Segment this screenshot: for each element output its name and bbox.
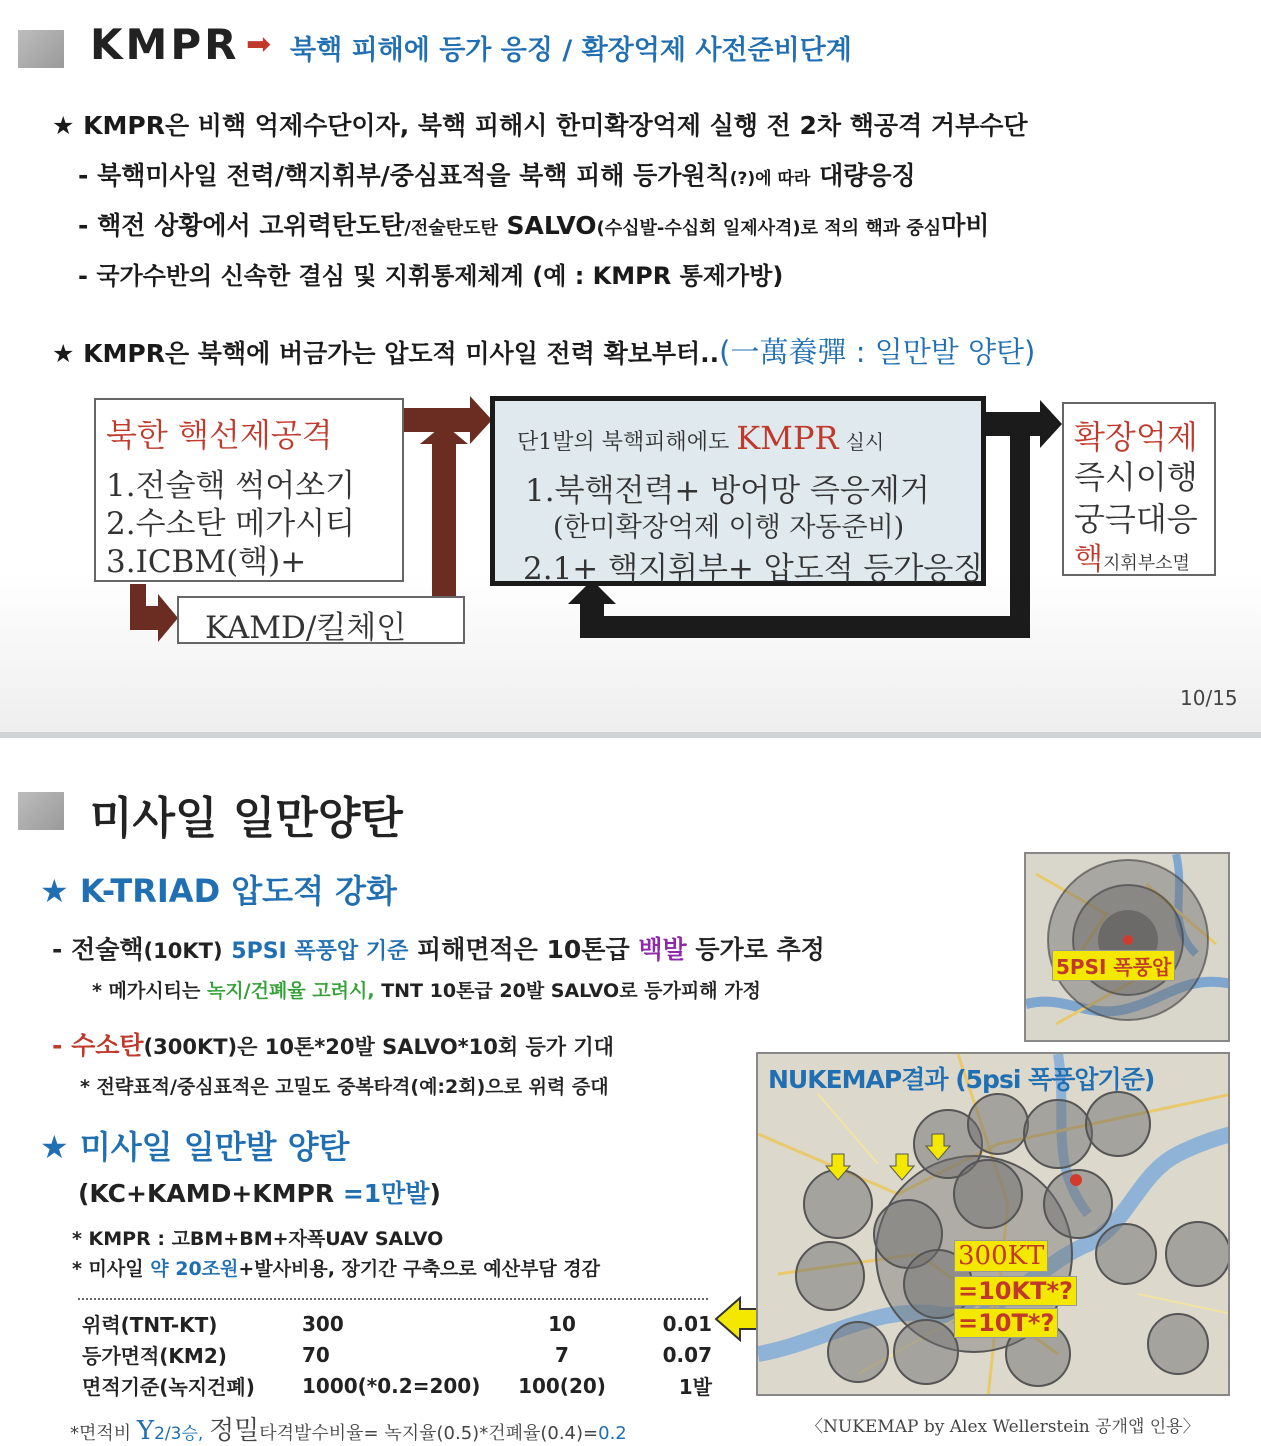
table-cell: 위력(TNT-KT)	[82, 1313, 218, 1337]
arrow-kamd-up	[420, 424, 468, 618]
box-left-title: 북한 핵선제공격	[106, 416, 333, 454]
box-left-item: 3.ICBM(핵)+	[106, 544, 307, 580]
note-kmpr-composition: * KMPR : 고BM+BM+자폭UAV SALVO	[72, 1228, 444, 1250]
note-cost: * 미사일 약 20조원+발사비용, 장기간 구축으로 예산부담 경감	[72, 1258, 600, 1280]
table-cell: 70	[302, 1342, 330, 1367]
table-cell: 10	[548, 1311, 576, 1336]
sub-bullet-retaliation: - 북핵미사일 전력/핵지휘부/중심표적을 북핵 피해 등가원칙(?)에 따라 대량응징	[78, 161, 916, 190]
title-marker	[18, 792, 64, 830]
note-megacity: * 메가시티는 녹지/건폐율 고려시, TNT 10톤급 20발 SALVO로 등가피해 가정	[92, 980, 761, 1002]
map-large-graphic	[758, 1054, 1230, 1396]
heading-ktriad: ★ K-TRIAD 압도적 강화	[40, 872, 397, 910]
box-center-line: 2.1+ 핵지휘부+ 압도적 등가응징	[523, 551, 984, 587]
box-center-line: (한미확장억제 이행 자동준비)	[553, 512, 905, 543]
box-right-line: 즉시이행	[1074, 458, 1198, 496]
box-left-item: 1.전술핵 썩어쏘기	[106, 468, 356, 504]
note-strategic-targets: * 전략표적/중심표적은 고밀도 중복타격(예:2회)으로 위력 증대	[80, 1076, 609, 1098]
map-large-nukemap	[756, 1052, 1230, 1396]
map-label-10kt: =10KT*?	[954, 1276, 1077, 1306]
title-marker	[18, 30, 64, 68]
box-right-line: 핵지휘부소멸	[1074, 542, 1190, 577]
table-cell: 1발	[678, 1375, 712, 1399]
box-center-title: 단1발의 북핵피해에도 KMPR 실시	[517, 419, 885, 457]
box-kamd-killchain	[177, 596, 465, 644]
table-cell: 300	[302, 1311, 344, 1336]
line-hydrogen-bomb: - 수소탄(300KT)은 10톤*20발 SALVO*10회 등가 기대	[52, 1031, 614, 1060]
table-row	[82, 1339, 712, 1370]
map-small-graphic	[1026, 854, 1230, 1042]
box-extended-deterrence	[1062, 402, 1216, 576]
page-subtitle: 북핵 피해에 등가 응징 / 확장억제 사전준비단계	[290, 35, 852, 66]
page-title: 미사일 일만양탄	[90, 793, 403, 844]
map-small-label: 5PSI 폭풍압	[1052, 950, 1175, 981]
box-north-korea-first-strike	[94, 398, 404, 582]
box-kmpr-execution	[490, 396, 986, 586]
arrow-to-kamd	[130, 584, 178, 642]
table-cell: 1000(*0.2=200)	[302, 1373, 481, 1398]
sub-bullet-salvo: - 핵전 상황에서 고위력탄도탄/전술탄도탄 SALVO(수십발-수십회 일제사격)로 적의 핵과 중심마비	[78, 211, 990, 240]
box-center-line: 1.북핵전력+ 방어망 즉응제거	[525, 473, 930, 509]
box-right-line: 궁극대응	[1074, 500, 1198, 538]
slide-missile	[0, 738, 1261, 1446]
line-tactical-nuke: - 전술핵(10KT) 5PSI 폭풍압 기준 피해면적은 10톤급 백발 등가로 추정	[52, 935, 825, 964]
bullet-missile-capability: ★ KMPR은 북핵에 버금가는 압도적 미사일 전력 확보부터..(一萬養彈 : 일만발 양탄)	[52, 335, 1036, 369]
footnote-ratio: *면적비 Y2/3승, 정밀타격발수비율= 녹지율(0.5)*건폐율(0.4)=0.2	[70, 1416, 627, 1446]
table-cell: 7	[555, 1342, 569, 1367]
bullet-kmpr-definition: ★ KMPR은 비핵 억제수단이자, 북핵 피해시 한미확장억제 실행 전 2차 핵공격 거부수단	[52, 111, 1028, 140]
table-row	[82, 1308, 712, 1339]
page-title: KMPR	[90, 20, 240, 69]
map-large-title: NUKEMAP결과 (5psi 폭풍압기준)	[768, 1065, 1155, 1094]
page-number: 10/15	[1180, 686, 1238, 710]
heading-missile-10000: ★ 미사일 일만발 양탄	[40, 1128, 350, 1166]
arrow-right-icon: ➡	[246, 27, 272, 62]
box-left-item: 2.수소탄 메가시티	[106, 506, 356, 542]
box-right-line: 확장억제	[1074, 418, 1198, 456]
table-row	[82, 1370, 712, 1401]
table-cell: 0.01	[662, 1311, 712, 1336]
map-credit: 〈NUKEMAP by Alex Wellerstein 공개앱 인용〉	[806, 1417, 1200, 1437]
equivalence-table	[82, 1308, 712, 1401]
table-cell: 100(20)	[518, 1373, 606, 1398]
table-divider	[78, 1298, 708, 1300]
sub-bullet-command: - 국가수반의 신속한 결심 및 지휘통제체계 (예 : KMPR 통제가방)	[78, 262, 784, 290]
table-cell: 0.07	[662, 1342, 712, 1367]
formula-10000: (KC+KAMD+KMPR =1만발)	[78, 1179, 441, 1208]
map-label-10t: =10T*?	[954, 1308, 1058, 1338]
kamd-label: KAMD/킬체인	[205, 610, 407, 646]
table-cell: 면적기준(녹지건폐)	[82, 1375, 255, 1399]
table-cell: 등가면적(KM2)	[82, 1344, 227, 1368]
map-label-300kt: 300KT	[954, 1240, 1048, 1272]
map-small-5psi	[1024, 852, 1230, 1042]
